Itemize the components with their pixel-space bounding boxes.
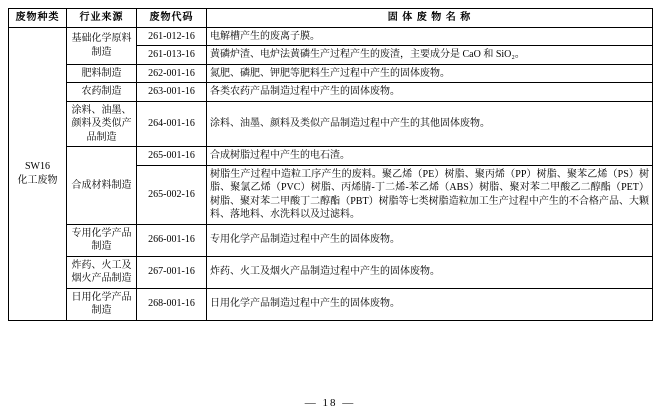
table-row bbox=[9, 101, 653, 147]
category-code: SW16 bbox=[25, 161, 50, 172]
table-row bbox=[9, 64, 653, 83]
name-cell: 涂料、油墨、颜料及类似产品制造过程中产生的其他固体废物。 bbox=[207, 101, 653, 147]
table-header bbox=[9, 9, 653, 28]
table-row bbox=[9, 288, 653, 320]
code-cell: 263-001-16 bbox=[137, 83, 207, 102]
name-cell: 氮肥、磷肥、钾肥等肥料生产过程中产生的固体废物。 bbox=[207, 64, 653, 83]
source-cell: 合成材料制造 bbox=[67, 147, 137, 225]
code-cell: 262-001-16 bbox=[137, 64, 207, 83]
code-cell: 265-001-16 bbox=[137, 147, 207, 166]
table-row bbox=[9, 224, 653, 256]
name-cell: 专用化学产品制造过程中产生的固体废物。 bbox=[207, 224, 653, 256]
source-cell: 农药制造 bbox=[67, 83, 137, 102]
source-cell: 肥料制造 bbox=[67, 64, 137, 83]
column-header-category: 废物种类 bbox=[9, 9, 67, 28]
source-cell: 炸药、火工及烟火产品制造 bbox=[67, 256, 137, 288]
table-header-row bbox=[9, 9, 653, 28]
code-cell: 268-001-16 bbox=[137, 288, 207, 320]
table-row bbox=[9, 83, 653, 102]
source-cell: 基础化学原料制造 bbox=[67, 27, 137, 64]
code-cell: 264-001-16 bbox=[137, 101, 207, 147]
name-cell: 电解槽产生的废离子膜。 bbox=[207, 27, 653, 46]
column-header-source: 行业来源 bbox=[67, 9, 137, 28]
code-cell: 266-001-16 bbox=[137, 224, 207, 256]
name-cell: 黄磷炉渣、电炉法黄磷生产过程产生的废渣，主要成分是 CaO 和 SiO₂。 bbox=[207, 46, 653, 65]
code-cell: 261-013-16 bbox=[137, 46, 207, 65]
code-cell: 265-002-16 bbox=[137, 165, 207, 224]
table-body bbox=[9, 27, 653, 320]
source-cell: 日用化学产品制造 bbox=[67, 288, 137, 320]
name-cell: 各类农药产品制造过程中产生的固体废物。 bbox=[207, 83, 653, 102]
source-cell: 涂料、油墨、颜料及类似产品制造 bbox=[67, 101, 137, 147]
page-number: — 18 — bbox=[304, 397, 356, 409]
name-cell: 树脂生产过程中造粒工序产生的废料。聚乙烯（PE）树脂、聚丙烯（PP）树脂、聚苯乙烯（PS）树脂、聚氯乙烯（PVC）树脂、丙烯腈-丁二烯-苯乙烯（ABS）树脂、聚对苯二甲酸乙二醇酯（PET）树脂、聚对苯二甲酸丁二醇酯（PBT）树脂等七类树脂造粒加工生产过程中产生的不合格产品、大颗料、落地料、水洗料以及过滤料。 bbox=[207, 165, 653, 224]
table-row bbox=[9, 256, 653, 288]
name-cell: 合成树脂过程中产生的电石渣。 bbox=[207, 147, 653, 166]
column-header-code: 废物代码 bbox=[137, 9, 207, 28]
table-row bbox=[9, 27, 653, 46]
code-cell: 267-001-16 bbox=[137, 256, 207, 288]
solid-waste-table bbox=[8, 8, 653, 321]
name-cell: 日用化学产品制造过程中产生的固体废物。 bbox=[207, 288, 653, 320]
name-cell: 炸药、火工及烟火产品制造过程中产生的固体废物。 bbox=[207, 256, 653, 288]
column-header-name: 固 体 废 物 名 称 bbox=[207, 9, 653, 28]
source-cell: 专用化学产品制造 bbox=[67, 224, 137, 256]
table-row bbox=[9, 147, 653, 166]
category-cell bbox=[9, 27, 67, 320]
category-label: 化工废物 bbox=[17, 174, 58, 186]
code-cell: 261-012-16 bbox=[137, 27, 207, 46]
